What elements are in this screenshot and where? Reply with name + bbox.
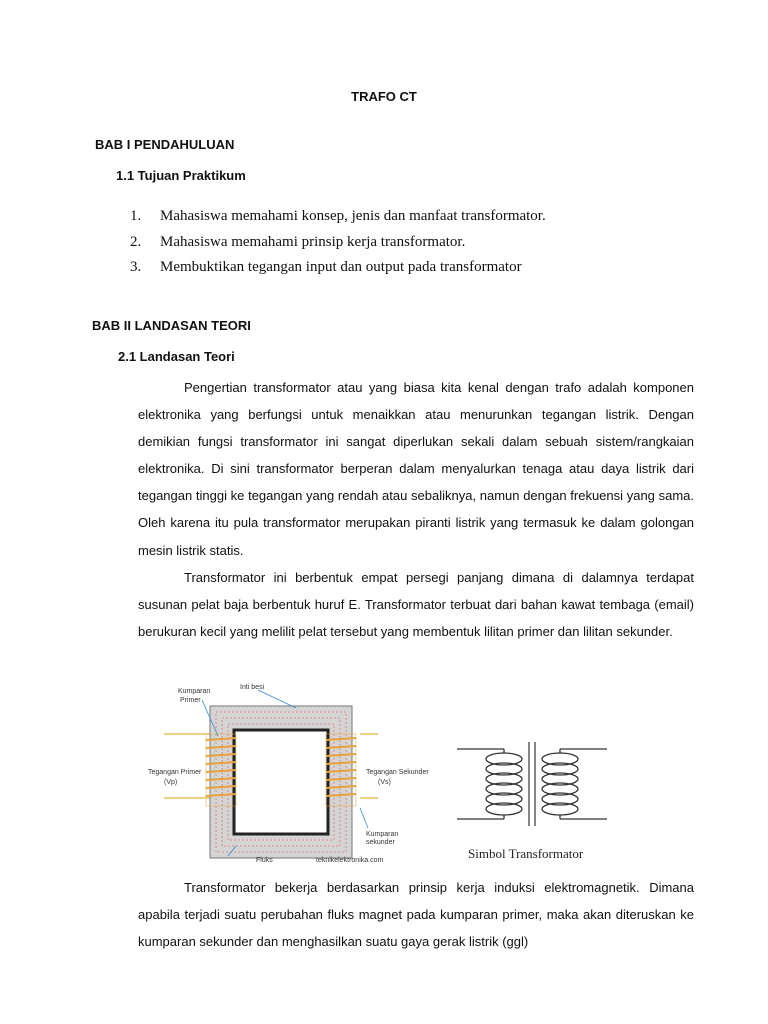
paragraph: Transformator bekerja berdasarkan prinsip kerja induksi elektromagnetik. Dimana apabila terjadi suatu perubahan fluks magnet pada kumparan primer, maka akan diteruskan ke kumparan sekunder dan menghasilkan suatu gaya gerak listrik (ggl) (138, 880, 694, 950)
symbol-primary-coil (457, 749, 522, 819)
body-text (138, 374, 694, 645)
label-tegangan-primer: Tegangan Primer (148, 769, 202, 776)
bab1-subheading: 1.1 Tujuan Praktikum (116, 168, 246, 183)
list-item-text: Membuktikan tegangan input dan output pada transformator (160, 259, 522, 275)
list-item-number: 1. (130, 208, 142, 224)
page-title: TRAFO CT (351, 89, 417, 104)
list-item-text: Mahasiswa memahami konsep, jenis dan manfaat transformator. (160, 208, 546, 224)
transformer-construction-figure (146, 678, 432, 866)
bab1-heading: BAB I PENDAHULUAN (95, 137, 235, 152)
symbol-caption: Simbol Transformator (468, 846, 584, 861)
list-item-text: Mahasiswa memahami prinsip kerja transformator. (160, 233, 466, 250)
paragraph: Transformator ini berbentuk empat persegi panjang dimana di dalamnya terdapat susunan pelat baja berbentuk huruf E. Transformator terbuat dari bahan kawat tembaga (email) berukuran kecil yang melilit pelat tersebut yang membentuk lilitan primer dan lilitan sekunder. (138, 569, 694, 639)
label-kumparan-sekunder: Kumparan (366, 831, 399, 838)
bab2-subheading: 2.1 Landasan Teori (118, 349, 235, 364)
list-item-number: 3. (130, 259, 142, 275)
label-kumparan-primer: Kumparan (178, 688, 211, 695)
label-kumparan-sekunder-2: sekunder (366, 839, 395, 846)
symbol-secondary-coil (542, 749, 607, 819)
list-item-number: 2. (130, 233, 142, 250)
list-item (130, 208, 690, 234)
label-tegangan-sekunder: Tegangan Sekunder (366, 769, 429, 776)
symbol-core-lines (529, 742, 535, 826)
objectives-list (130, 208, 690, 285)
body-text-2 (138, 874, 694, 955)
watermark: teknikelektronika.com (316, 857, 384, 864)
label-tegangan-sekunder-2: (Vs) (378, 779, 391, 786)
label-inti: Inti besi (240, 684, 265, 691)
label-kumparan-primer-2: Primer (180, 697, 201, 704)
list-item (130, 234, 690, 260)
paragraph: Pengertian transformator atau yang biasa kita kenal dengan trafo adalah komponen elektronika yang berfungsi untuk menaikkan atau menurunkan tegangan listrik. Dengan demikian fungsi transformator ini sangat diperlukan sekali dalam sebuah sistem/rangkaian elektronika. Di sini transformator berperan dalam menyalurkan tenaga atau daya listrik dari tegangan tinggi ke tegangan yang rendah atau sebaliknya, namun dengan frekuensi yang sama. Oleh karena itu pula transformator merupakan piranti listrik yang termasuk ke dalam golongan mesin listrik statis. (138, 380, 694, 558)
list-item (130, 259, 690, 285)
label-fluks: Fluks (256, 857, 273, 864)
transformer-symbol-figure (452, 712, 612, 866)
bab2-heading: BAB II LANDASAN TEORI (92, 318, 251, 333)
label-tegangan-primer-2: (Vp) (164, 779, 178, 786)
